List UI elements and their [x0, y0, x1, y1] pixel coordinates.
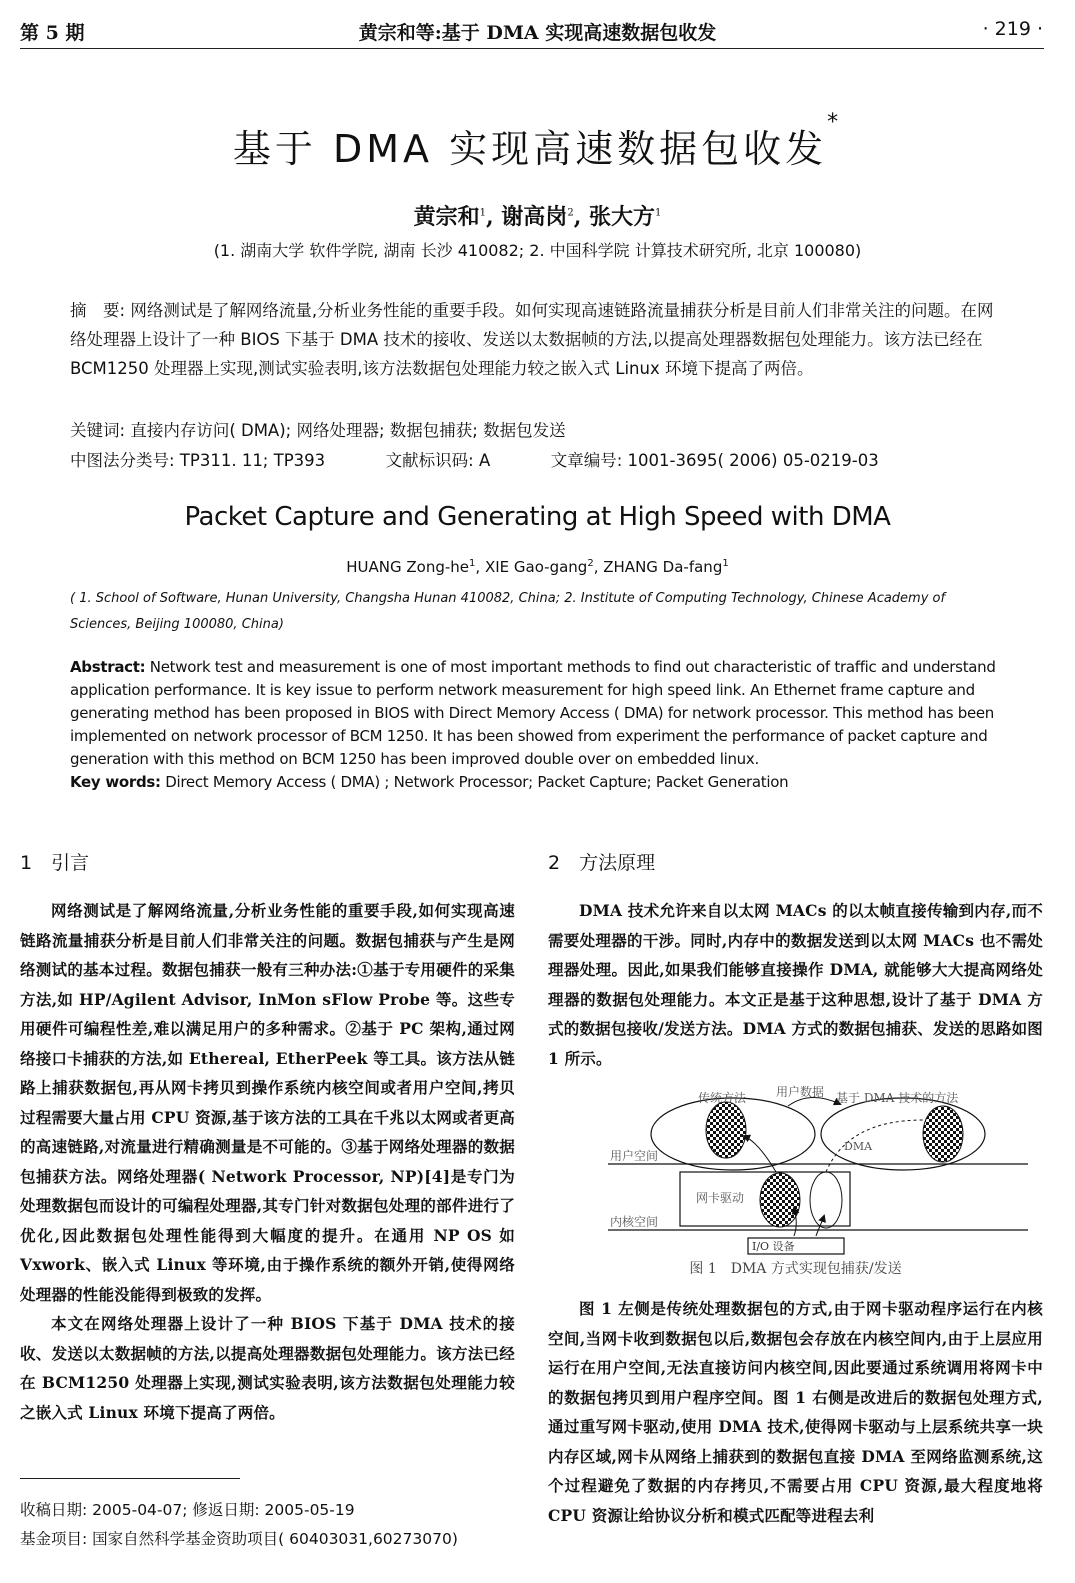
paper-title-cn: 基于 DMA 实现高速数据包收发*	[232, 110, 843, 171]
authors-en: HUANG Zong-$he^1$, XIE Gao-gang$^2$, ZHANG Da-fang$^1$	[346, 558, 729, 576]
affiliations-en: ( 1. School of Software, Hunan University, Changsha Hunan 410082, China; 2. Institute of Computing Technology, Chinese Academy of Sciences, Beijing 100080, China)	[70, 591, 946, 632]
paper-title-en: Packet Capture and Generating at High Speed with DMA	[184, 502, 891, 532]
paragraph: 网络测试是了解网络流量,分析业务性能的重要手段,如何实现高速链路流量捕获分析是目前人们非常关注的问题。数据包捕获与产生是网络测试的基本过程。数据包捕获一般有三种办法:①基于专用硬件的采集方法,如 HP/Agilent Advisor, InMon sFlow Probe 等。这些专用硬件可编程性差,难以满足用户的多种需求。②基于 PC 架构,通过网络接口卡捕获的方法,如 Ethereal, EtherPeek 等工具。该方法从链路上捕获数据包,再从网卡拷贝到操作系统内核空间或者用户空间,拷贝过程需要大量占用 CPU 资源,基于该方法的工具在千兆以太网或者更高的高速链路,对流量进行精确测量是不可能的。③基于网络处理器的数据包捕获方法。网络处理器( Network Processor, NP)[4]是专门为处理数据包而设计的可编程处理器,其专门针对数据包处理的部件进行了优化,因此数据包处理性能得到大幅度的提升。在通用 NP OS 如 Vxwork、嵌入式 Linux 等环境,由于操作系统的额外开销,使得网络处理器的性能没能得到极致的发挥。	[20, 901, 515, 1304]
abstract-text-cn: 网络测试是了解网络流量,分析业务性能的重要手段。如何实现高速链路流量捕获分析是目前人们非常关注的问题。在网络处理器上设计了一种 BIOS 下基于 DMA 技术的接收、发送以太数据帧的方法,以提高处理器数据包处理能力。该方法已经在 BCM1250 处理器上实现,测试实验表明,该方法数据包处理能力较之嵌入式 Linux 环境下提高了两倍。	[70, 301, 994, 378]
author-cn: 谢高岗	[501, 204, 568, 230]
title-footnote-mark: *	[827, 110, 843, 135]
authors-cn: 黄宗和$^1$, 谢高岗$^2$, 张大方$^1$	[413, 204, 662, 230]
classification-line	[70, 446, 1005, 475]
label-dma: DMA	[844, 1140, 873, 1153]
figure-1-diagram	[548, 1080, 1043, 1256]
journal-issue: 第 5 期	[20, 22, 85, 44]
label-nic-driver: 网卡驱动	[696, 1191, 745, 1205]
abstract-cn	[70, 296, 1005, 383]
author-aff: 2	[567, 207, 574, 219]
footnote-rule	[20, 1478, 240, 1479]
author-aff: 2	[587, 558, 594, 569]
clc-number: 中图法分类号: TP311. 11; TP393	[70, 451, 326, 470]
doc-code: 文献标识码: A	[385, 451, 491, 470]
kernel-data-blob	[760, 1173, 800, 1227]
section-heading: 2 方法原理	[548, 852, 656, 874]
label-user-data: 用户数据	[776, 1085, 825, 1099]
article-number: 文章编号: 1001-3695( 2006) 05-0219-03	[550, 451, 879, 470]
author-en: HUANG Zong-he	[346, 558, 470, 576]
author-cn: 黄宗和	[413, 204, 480, 230]
abstract-text-en: Network test and measurement is one of most important methods to find out characteristic of traffic and understand application performance. It is key issue to perform network measurement for high speed link. An Ethernet frame capture and generating method has been proposed in BIOS with Direct Memory Access ( DMA) for network processor. This method has been implemented on network processor of BCM 1250. It has been showed from experiment the performance of packet capture and generation with this method on BCM 1250 has been improved double over on embedded linux.	[70, 658, 996, 768]
label-kernel-space: 内核空间	[610, 1215, 659, 1229]
author-en: ZHANG Da-fang	[603, 558, 723, 576]
label-user-space: 用户空间	[610, 1149, 659, 1163]
author-aff: 1	[655, 207, 662, 219]
keywords-label-en: Key words:	[70, 773, 161, 791]
page-number: · 219 ·	[982, 18, 1043, 40]
shared-memory-ellipse	[810, 1172, 842, 1228]
user-data-blob	[706, 1102, 746, 1158]
dma-data-blob	[923, 1106, 963, 1162]
keywords-label-cn: 关键词:	[70, 421, 126, 440]
keywords-text-cn: 直接内存访问( DMA); 网络处理器; 数据包捕获; 数据包发送	[130, 421, 566, 440]
section2-body-b	[548, 1294, 1043, 1530]
footnote-received: 收稿日期: 2005-04-07; 修返日期: 2005-05-19	[20, 1501, 355, 1519]
keywords-text-en: Direct Memory Access ( DMA) ; Network Processor; Packet Capture; Packet Generation	[165, 773, 789, 791]
label-io-device: I/O 设备	[752, 1240, 795, 1253]
affiliations-cn: (1. 湖南大学 软件学院, 湖南 长沙 410082; 2. 中国科学院 计算技术研究所, 北京 100080)	[213, 241, 862, 260]
copy-arrow	[744, 1136, 776, 1172]
paragraph: DMA 技术允许来自以太网 MACs 的以太帧直接传输到内存,而不需要处理器的干涉。同时,内存中的数据发送到以太网 MACs 也不需处理器处理。因此,如果我们能够直接操作 DMA, 就能够大大提高网络处理器的数据包处理能力。本文正是基于这种思想,设计了基于 DMA 方式的数据包接收/发送方法。DMA 方式的数据包捕获、发送的思路如图 1 所示。	[548, 901, 1043, 1068]
abstract-en	[70, 656, 1005, 794]
paragraph: 图 1 左侧是传统处理数据包的方式,由于网卡驱动程序运行在内核空间,当网卡收到数据包以后,数据包会存放在内核空间内,由于上层应用运行在用户空间,无法直接访问内核空间,因此要通过系统调用将网卡中的数据包拷贝到用户程序空间。图 1 右侧是改进后的数据包处理方式,通过重写网卡驱动,使用 DMA 技术,使得网卡驱动与上层系统共享一块内存区域,网卡从网络上捕获到的数据包直接 DMA 至网络监测系统,这个过程避免了数据的内存拷贝,不需要占用 CPU 资源,最大程度地将 CPU 资源让给协议分析和模式匹配等进程去利	[548, 1299, 1043, 1525]
abstract-label-en: Abstract:	[70, 658, 146, 676]
author-aff: 1	[479, 207, 486, 219]
label-traditional: 传统方法	[698, 1091, 747, 1105]
author-aff: 1	[722, 558, 729, 569]
author-cn: 张大方	[589, 204, 656, 230]
author-aff: 1	[469, 558, 476, 569]
header-rule	[20, 48, 1044, 49]
footnote-fund: 基金项目: 国家自然科学基金资助项目( 60403031,60273070)	[20, 1530, 458, 1548]
keywords-cn	[70, 416, 1005, 445]
figure-1-caption: 图 1 DMA 方式实现包捕获/发送	[689, 1261, 902, 1277]
abstract-label-cn: 摘 要:	[70, 301, 126, 320]
paragraph: 本文在网络处理器上设计了一种 BIOS 下基于 DMA 技术的接收、发送以太数据帧的方法,以提高处理器数据包处理能力。该方法已经在 BCM1250 处理器上实现,测试实验表明,该方法数据包处理能力较之嵌入式 Linux 环境下提高了两倍。	[20, 1314, 515, 1422]
section2-body-a	[548, 896, 1043, 1073]
running-title: 黄宗和等:基于 DMA 实现高速数据包收发	[358, 22, 717, 44]
section1-body	[20, 896, 515, 1427]
author-en: XIE Gao-gang	[484, 558, 588, 576]
label-dma-method: 基于 DMA 技术的方法	[836, 1091, 959, 1105]
section-heading: 1 引言	[20, 852, 90, 874]
